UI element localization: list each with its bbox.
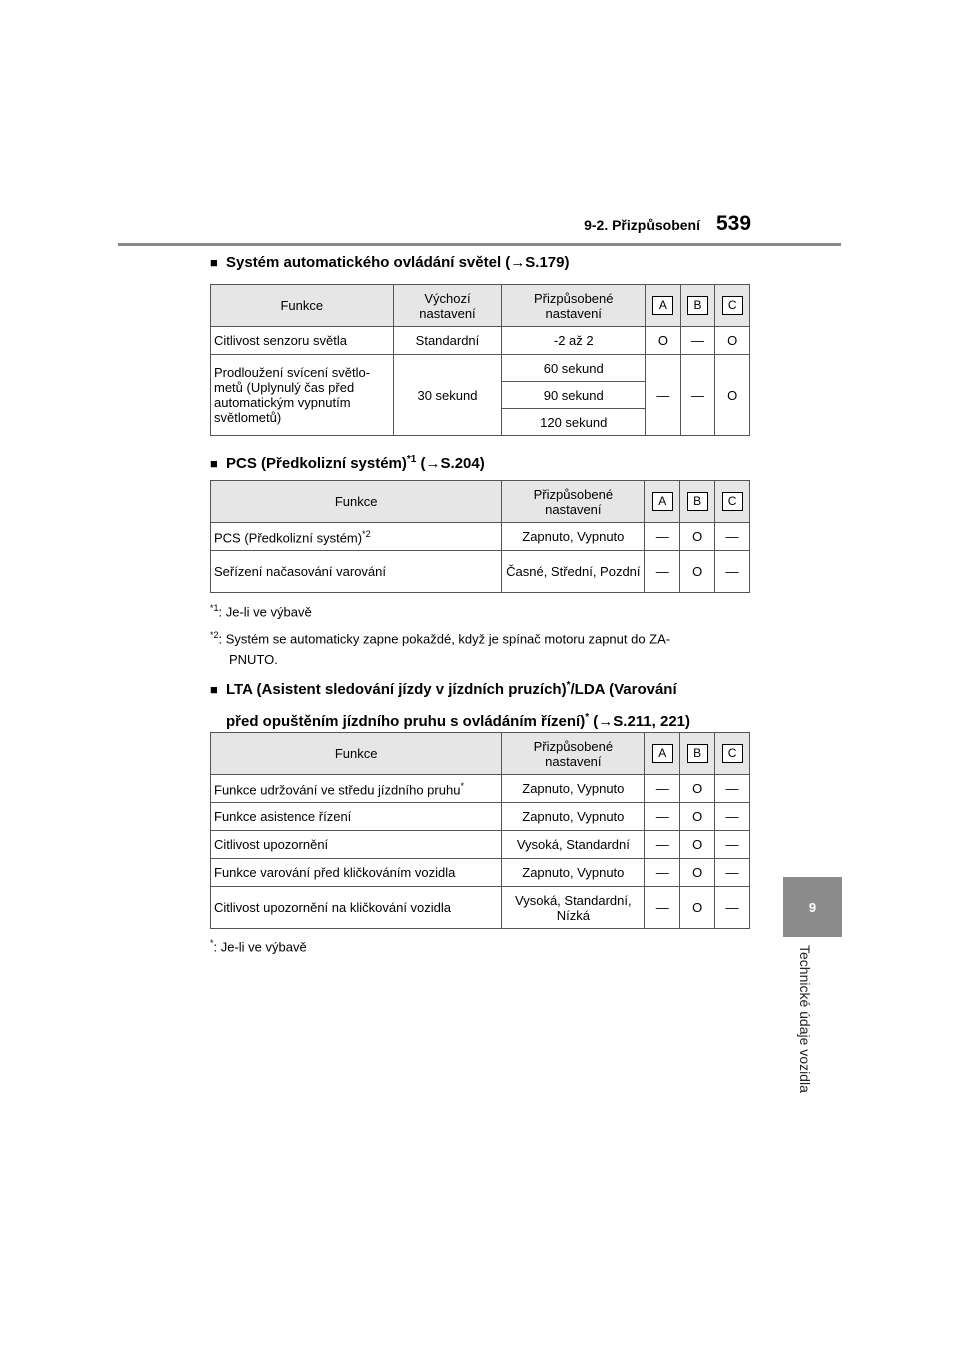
cell-b: — xyxy=(680,327,715,355)
cell-b: O xyxy=(680,775,715,803)
section-title-auto-lights xyxy=(210,250,569,276)
cell-b: O xyxy=(680,831,715,859)
cell-custom: -2 až 2 xyxy=(502,327,646,355)
cell-c: — xyxy=(715,803,750,831)
header-c-icon: C xyxy=(715,481,750,523)
footnote-mark: *2 xyxy=(362,529,371,540)
cell-a: — xyxy=(645,831,680,859)
cell-function: Citlivost upozornění na kličkování vozidla xyxy=(211,887,502,929)
page-number: 539 xyxy=(716,212,752,235)
footnote-2: $^{*2}$: Systém se automaticky zapne pokaždé, když je spínač motoru zapnut do ZA- PNUTO. xyxy=(210,630,671,668)
cell-c: — xyxy=(715,775,750,803)
cell-a: — xyxy=(645,859,680,887)
cell-custom: Vysoká, Standardní xyxy=(502,831,645,859)
footnote-1: $^{*1}$: Je-li ve výbavě xyxy=(210,603,312,620)
table-row xyxy=(211,551,750,593)
header-divider xyxy=(118,243,841,246)
pcs-table xyxy=(210,480,750,593)
cell-function: Funkce asistence řízení xyxy=(211,803,502,831)
header-a-icon: A xyxy=(646,285,681,327)
header-a-icon: A xyxy=(645,481,680,523)
header-c-icon: C xyxy=(715,285,750,327)
cell-c: — xyxy=(715,523,750,551)
section-title-text: Systém automatického ovládání světel ( xyxy=(226,254,511,271)
section-bullet: ■ xyxy=(210,456,218,471)
arrow-icon: → xyxy=(425,455,441,472)
header-function: Funkce xyxy=(211,481,502,523)
cell-c: O xyxy=(715,327,750,355)
cell-c: — xyxy=(715,551,750,593)
cell-function: Citlivost upozornění xyxy=(211,831,502,859)
table-row xyxy=(211,803,750,831)
cell-c: — xyxy=(715,859,750,887)
cell-custom: 90 sekund xyxy=(502,382,646,409)
table-row xyxy=(211,523,750,551)
footnote-mark: *1 xyxy=(406,454,417,465)
header-b-icon: B xyxy=(680,285,715,327)
cell-custom: Zapnuto, Vypnuto xyxy=(502,859,645,887)
table-row xyxy=(211,327,750,355)
cell-c: O xyxy=(715,355,750,436)
cell-b: O xyxy=(680,551,715,593)
cell-custom: 60 sekund xyxy=(502,355,646,382)
header-function: Funkce xyxy=(211,733,502,775)
cell-custom: Zapnuto, Vypnuto xyxy=(502,803,645,831)
cell-b: — xyxy=(680,355,715,436)
cell-function: PCS (Předkolizní systém)$^{*2}$ xyxy=(211,523,502,551)
header-custom: Přizpůsobené nastavení xyxy=(502,285,646,327)
cell-b: O xyxy=(680,887,715,929)
section-bullet: ■ xyxy=(210,682,218,697)
cell-custom: Časné, Střední, Pozdní xyxy=(502,551,645,593)
cell-custom: Vysoká, Standardní, Nízká xyxy=(502,887,645,929)
table-row xyxy=(211,859,750,887)
cell-b: O xyxy=(680,859,715,887)
cell-function: Prodloužení svícení světlo-metů (Uplynulý čas před automatickým vypnutím světlometů) xyxy=(211,355,394,436)
cell-default: 30 sekund xyxy=(393,355,502,436)
cell-a: — xyxy=(645,523,680,551)
section-title-pcs xyxy=(210,447,485,477)
cell-b: O xyxy=(680,803,715,831)
arrow-icon: → xyxy=(510,254,526,271)
header-a-icon: A xyxy=(645,733,680,775)
cell-function: Seřízení načasování varování xyxy=(211,551,502,593)
ref-open: ( xyxy=(416,455,426,472)
table-row xyxy=(211,355,750,382)
cell-custom: Zapnuto, Vypnuto xyxy=(502,775,645,803)
footnote-lta: *: Je-li ve výbavě xyxy=(210,938,307,955)
header-default: Výchozí nastavení xyxy=(393,285,502,327)
cell-a: O xyxy=(646,327,681,355)
cell-a: — xyxy=(645,775,680,803)
cell-function: Citlivost senzoru světla xyxy=(211,327,394,355)
page-reference-link[interactable]: S.204) xyxy=(440,455,485,472)
cell-c: — xyxy=(715,887,750,929)
cell-function: Funkce varování před kličkováním vozidla xyxy=(211,859,502,887)
header-c-icon: C xyxy=(715,733,750,775)
cell-a: — xyxy=(646,355,681,436)
arrow-icon: → xyxy=(598,713,614,730)
cell-function: Funkce udržování ve středu jízdního pruhu* xyxy=(211,775,502,803)
header-function: Funkce xyxy=(211,285,394,327)
footnote-mark: * xyxy=(460,781,464,792)
cell-a: — xyxy=(645,803,680,831)
section-title-text: PCS (Předkolizní systém) xyxy=(226,455,407,472)
header-b-icon: B xyxy=(680,481,715,523)
chapter-side-label: Technické údaje vozidla xyxy=(797,945,813,1093)
section-title-lta: ■ LTA (Asistent sledování jízdy v jízdních pruzích)*/LDA (Varování před opuštěním jízdního pruhu s ovládáním řízení)* (→S.211, 221) xyxy=(210,672,690,736)
header-custom: Přizpůsobené nastavení xyxy=(502,733,645,775)
page-reference-link[interactable]: S.211, 221) xyxy=(613,713,690,730)
lta-table xyxy=(210,732,750,929)
chapter-tab[interactable]: 9 xyxy=(783,877,842,937)
cell-default: Standardní xyxy=(393,327,502,355)
table-row xyxy=(211,887,750,929)
cell-a: — xyxy=(645,887,680,929)
table-row xyxy=(211,831,750,859)
cell-a: — xyxy=(645,551,680,593)
section-bullet: ■ xyxy=(210,255,218,270)
auto-lights-table xyxy=(210,284,750,436)
table-row xyxy=(211,775,750,803)
header-custom: Přizpůsobené nastavení xyxy=(502,481,645,523)
cell-c: — xyxy=(715,831,750,859)
cell-b: O xyxy=(680,523,715,551)
cell-custom: Zapnuto, Vypnuto xyxy=(502,523,645,551)
cell-custom: 120 sekund xyxy=(502,409,646,436)
page-reference-link[interactable]: S.179) xyxy=(525,254,570,271)
chapter-title: 9-2. Přizpůsobení xyxy=(584,217,700,233)
header-b-icon: B xyxy=(680,733,715,775)
